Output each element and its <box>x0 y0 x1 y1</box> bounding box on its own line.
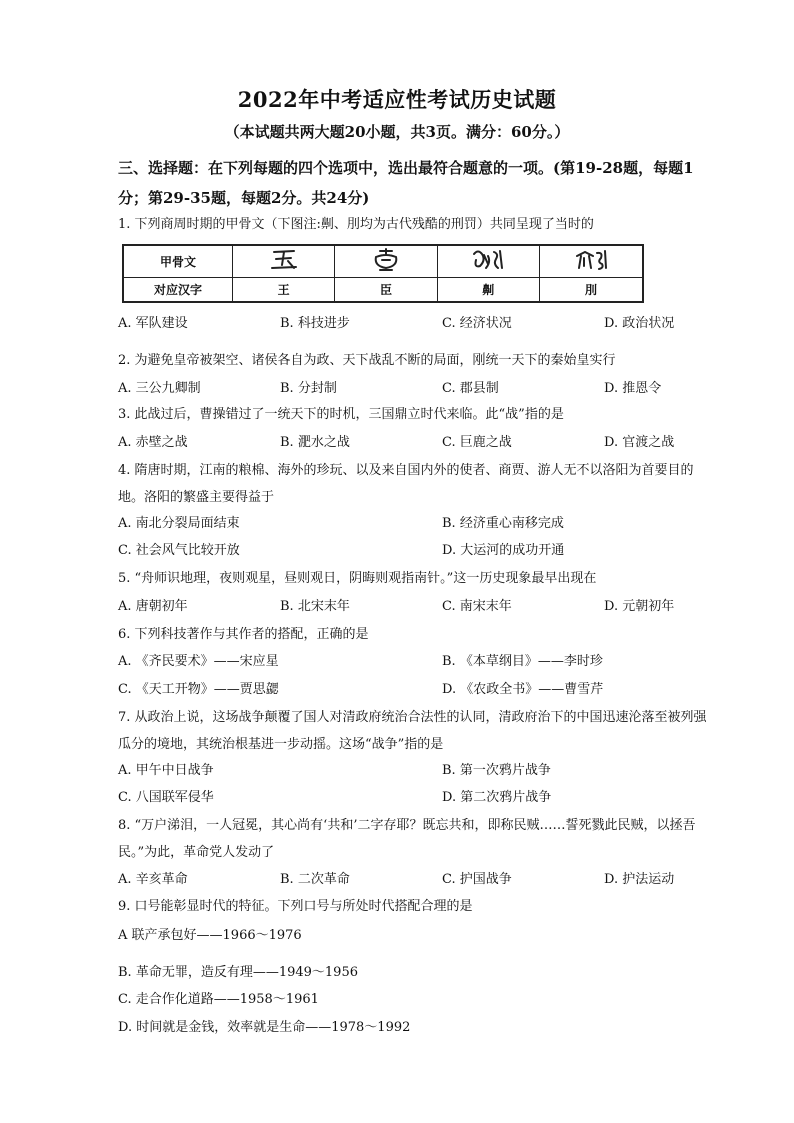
q7-option-c: C. 八国联军侵华 <box>118 790 214 805</box>
q3-option-b: B. 淝水之战 <box>280 435 350 450</box>
q1-option-d: D. 政治状况 <box>604 316 675 331</box>
oracle-glyph-yi <box>437 245 539 278</box>
character-row-header: 对应汉字 <box>123 278 233 303</box>
q1-option-b: B. 科技进步 <box>280 316 350 331</box>
character-yi: 劓 <box>437 278 539 303</box>
character-yue: 刖 <box>539 278 643 303</box>
q4-option-b: B. 经济重心南移完成 <box>442 516 564 531</box>
question-3-stem: 3. 此战过后，曹操错过了一统天下的时机，三国鼎立时代来临。此“战”指的是 <box>118 407 564 422</box>
q2-option-b: B. 分封制 <box>280 381 337 396</box>
question-5-stem: 5. “舟师识地理，夜则观星，昼则观日，阴晦则观指南针。”这一历史现象最早出现在 <box>118 571 597 586</box>
q5-option-a: A. 唐朝初年 <box>118 599 188 614</box>
q2-option-c: C. 郡县制 <box>442 381 499 396</box>
q1-option-a: A. 军队建设 <box>118 316 188 331</box>
page-title: 2022年中考适应性考试历史试题 <box>237 87 557 112</box>
oracle-glyph-yue <box>539 245 643 278</box>
question-6-stem: 6. 下列科技著作与其作者的搭配，正确的是 <box>118 627 369 642</box>
q8-option-c: C. 护国战争 <box>442 872 512 887</box>
question-2-stem: 2. 为避免皇帝被架空、诸侯各自为政、天下战乱不断的局面，刚统一天下的秦始皇实行 <box>118 353 616 368</box>
q9-option-d: D. 时间就是金钱，效率就是生命——1978～1992 <box>118 1020 411 1035</box>
q1-option-c: C. 经济状况 <box>442 316 512 331</box>
question-4-stem: 4. 隋唐时期，江南的粮棉、海外的珍玩、以及来自国内外的使者、商贾、游人无不以洛阳为首要目的地。洛阳的繁盛主要得益于 <box>118 463 694 505</box>
oracle-bone-table <box>122 244 644 303</box>
question-1-stem: 1. 下列商周时期的甲骨文（下图注:劓、刖均为古代残酷的刑罚）共同呈现了当时的 <box>118 217 594 232</box>
question-7-stem: 7. 从政治上说，这场战争颠覆了国人对清政府统治合法性的认同，清政府治下的中国迅速沦落至被列强瓜分的境地，其统治根基进一步动摇。这场“战争”指的是 <box>118 710 707 752</box>
page-subtitle: （本试题共两大题20小题，共3页。满分：60分。） <box>224 123 570 141</box>
question-9-stem: 9. 口号能彰显时代的特征。下列口号与所处时代搭配合理的是 <box>118 899 473 914</box>
q2-option-a: A. 三公九卿制 <box>118 381 201 396</box>
q9-option-a: A 联产承包好——1966～1976 <box>118 928 302 943</box>
q2-option-d: D. 推恩令 <box>604 381 662 396</box>
q3-option-d: D. 官渡之战 <box>604 435 675 450</box>
q5-option-d: D. 元朝初年 <box>604 599 675 614</box>
q3-option-c: C. 巨鹿之战 <box>442 435 512 450</box>
q6-option-b: B. 《本草纲目》——李时珍 <box>442 654 603 669</box>
oracle-glyph-wang <box>233 245 335 278</box>
q8-option-d: D. 护法运动 <box>604 872 675 887</box>
oracle-glyph-chen <box>335 245 437 278</box>
q8-option-a: A. 辛亥革命 <box>118 872 188 887</box>
q5-option-c: C. 南宋末年 <box>442 599 512 614</box>
q7-option-d: D. 第二次鸦片战争 <box>442 790 552 805</box>
q4-option-a: A. 南北分裂局面结束 <box>118 516 240 531</box>
q7-option-b: B. 第一次鸦片战争 <box>442 763 551 778</box>
q6-option-a: A. 《齐民要术》——宋应星 <box>118 654 279 669</box>
q6-option-c: C. 《天工开物》——贾思勰 <box>118 682 279 697</box>
q9-option-b: B. 革命无罪，造反有理——1949～1956 <box>118 965 358 980</box>
q4-option-c: C. 社会风气比较开放 <box>118 543 240 558</box>
section-heading: 三、选择题：在下列每题的四个选项中，选出最符合题意的一项。(第19-28题，每题1分；第29-35题，每题2分。共24分) <box>118 159 694 207</box>
q3-option-a: A. 赤壁之战 <box>118 435 188 450</box>
oracle-row-header: 甲骨文 <box>123 245 233 278</box>
q4-option-d: D. 大运河的成功开通 <box>442 543 565 558</box>
q7-option-a: A. 甲午中日战争 <box>118 763 214 778</box>
character-chen: 臣 <box>335 278 437 303</box>
q8-option-b: B. 二次革命 <box>280 872 350 887</box>
q6-option-d: D. 《农政全书》——曹雪芹 <box>442 682 604 697</box>
q9-option-c: C. 走合作化道路——1958～1961 <box>118 992 319 1007</box>
question-8-stem: 8. “万户涕泪，一人冠冕，其心尚有‘共和’二字存耶？既忘共和，即称民贼……誓死戮此民贼，以拯吾民。”为此，革命党人发动了 <box>118 818 696 860</box>
q5-option-b: B. 北宋末年 <box>280 599 350 614</box>
character-wang: 王 <box>233 278 335 303</box>
